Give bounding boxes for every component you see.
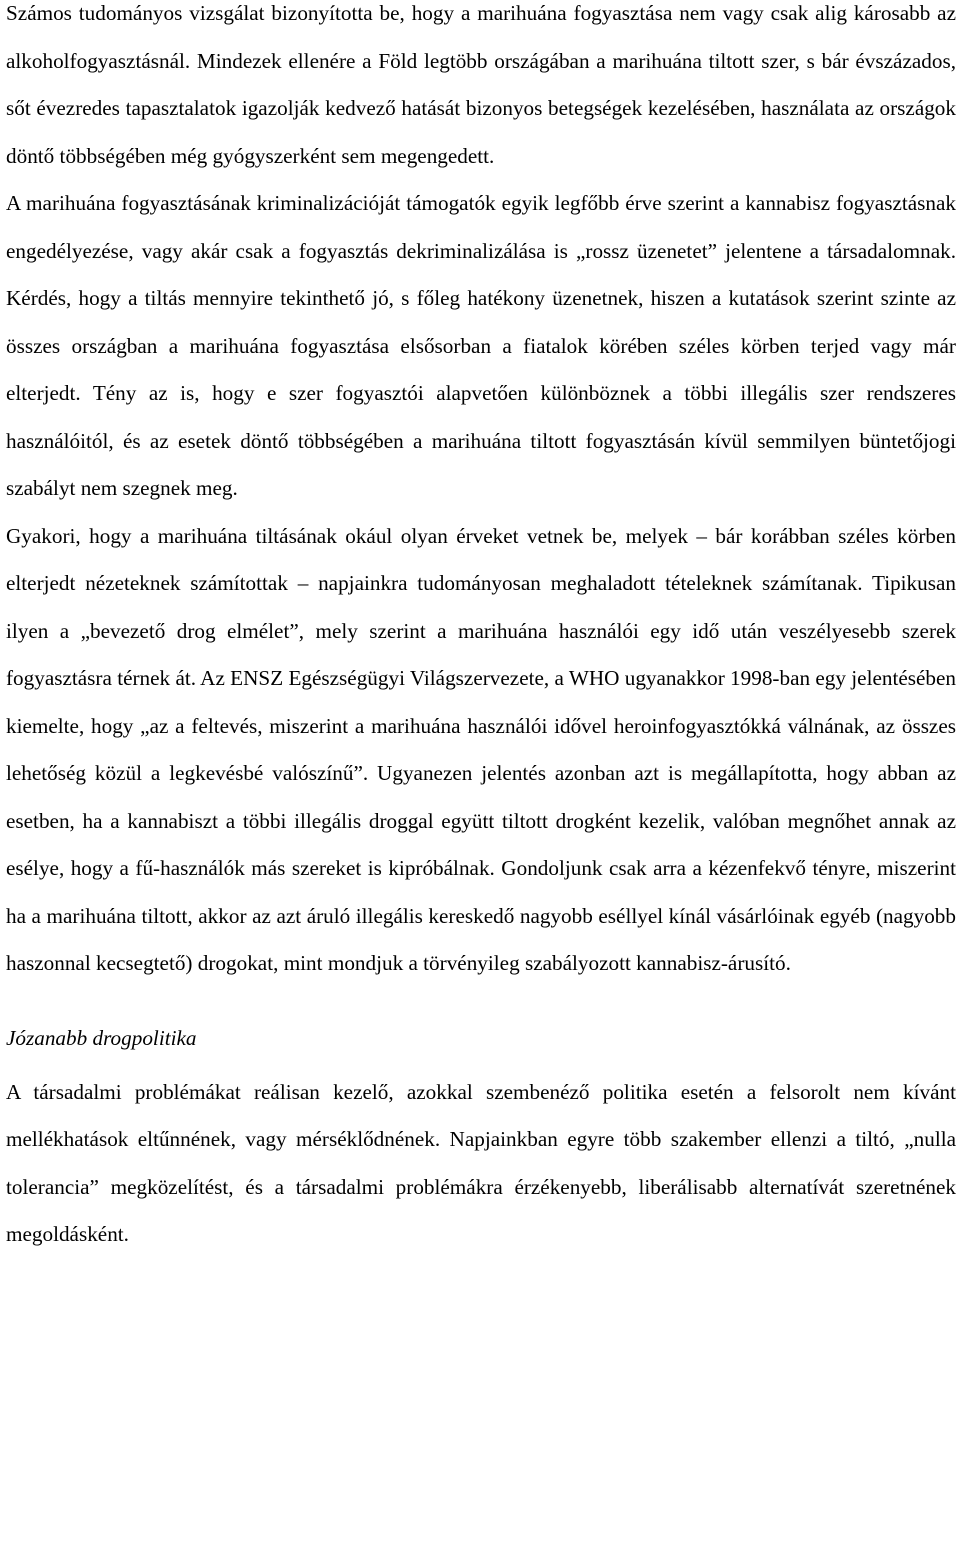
paragraph-sober-policy: A társadalmi problémákat reálisan kezelő, azokkal szembenéző politika esetén a felsorolt nem kívánt mellékhatások eltűnnének, vagy mérséklődnének. Napjainkban egyre több szakember ellenzi a tiltó, „nulla tolerancia” megközelítést, és a társadalmi problémákra érzékenyebb, liberálisabb alternatívát szeretnének megoldásként. [6, 1079, 956, 1246]
body-text-bottom [6, 1069, 956, 1259]
spacer [6, 1055, 956, 1069]
paragraph-intro: Számos tudományos vizsgálat bizonyította be, hogy a marihuána fogyasztása nem vagy csak alig károsabb az alkoholfogyasztásnál. Mindezek ellenére a Föld legtöbb országában a marihuána tiltott szer, s bár évszázados, sőt évezredes tapasztalatok igazolják kedvező hatását bizonyos betegségek kezelésében, használata az országok döntő többségében még gyógyszerként sem megengedett. [6, 1, 956, 168]
body-text-top [6, 0, 956, 988]
section-heading: Józanabb drogpolitika [6, 1025, 197, 1050]
paragraph-criminalization: A marihuána fogyasztásának kriminalizációját támogatók egyik legfőbb érve szerint a kannabisz fogyasztásnak engedélyezése, vagy akár csak a fogyasztás dekriminalizálása is „rossz üzenetet” jelentene a társadalomnak. Kérdés, hogy a tiltás mennyire tekinthető jó, s főleg hatékony üzenetnek, hiszen a kutatások szerint szinte az összes országban a marihuána fogyasztása elsősorban a fiatalok körében széles körben terjed vagy már elterjedt. Tény az is, hogy e szer fogyasztói alapvetően különböznek a többi illegális szer rendszeres használóitól, és az esetek döntő többségében a marihuána tiltott fogyasztásán kívül semmilyen büntetőjogi szabályt nem szegnek meg. [6, 191, 956, 500]
spacer [6, 988, 956, 1021]
document-page [6, 0, 956, 1259]
paragraph-gateway-theory: Gyakori, hogy a marihuána tiltásának okául olyan érveket vetnek be, melyek – bár korábban széles körben elterjedt nézeteknek számítottak – napjainkra tudományosan meghaladott tételeknek számítanak. Tipikusan ilyen a „bevezető drog elmélet”, mely szerint a marihuána használói egy idő után veszélyesebb szerek fogyasztásra térnek át. Az ENSZ Egészségügyi Világszervezete, a WHO ugyanakkor 1998-ban egy jelentésében kiemelte, hogy „az a feltevés, miszerint a marihuána használói idővel heroinfogyasztókká válnának, az összes lehetőség közül a legkevésbé valószínű”. Ugyanezen jelentés azonban azt is megállapította, hogy abban az esetben, ha a kannabiszt a többi illegális droggal együtt tiltott drogként kezelik, valóban megnőhet annak az esélye, hogy a fű-használók más szereket is kipróbálnak. Gondoljunk csak arra a kézenfekvő tényre, miszerint ha a marihuána tiltott, akkor az azt áruló illegális kereskedő nagyobb eséllyel kínál vásárlóinak egyéb (nagyobb haszonnal kecsegtető) drogokat, mint mondjuk a törvényileg szabályozott kannabisz-árusító. [6, 523, 956, 975]
